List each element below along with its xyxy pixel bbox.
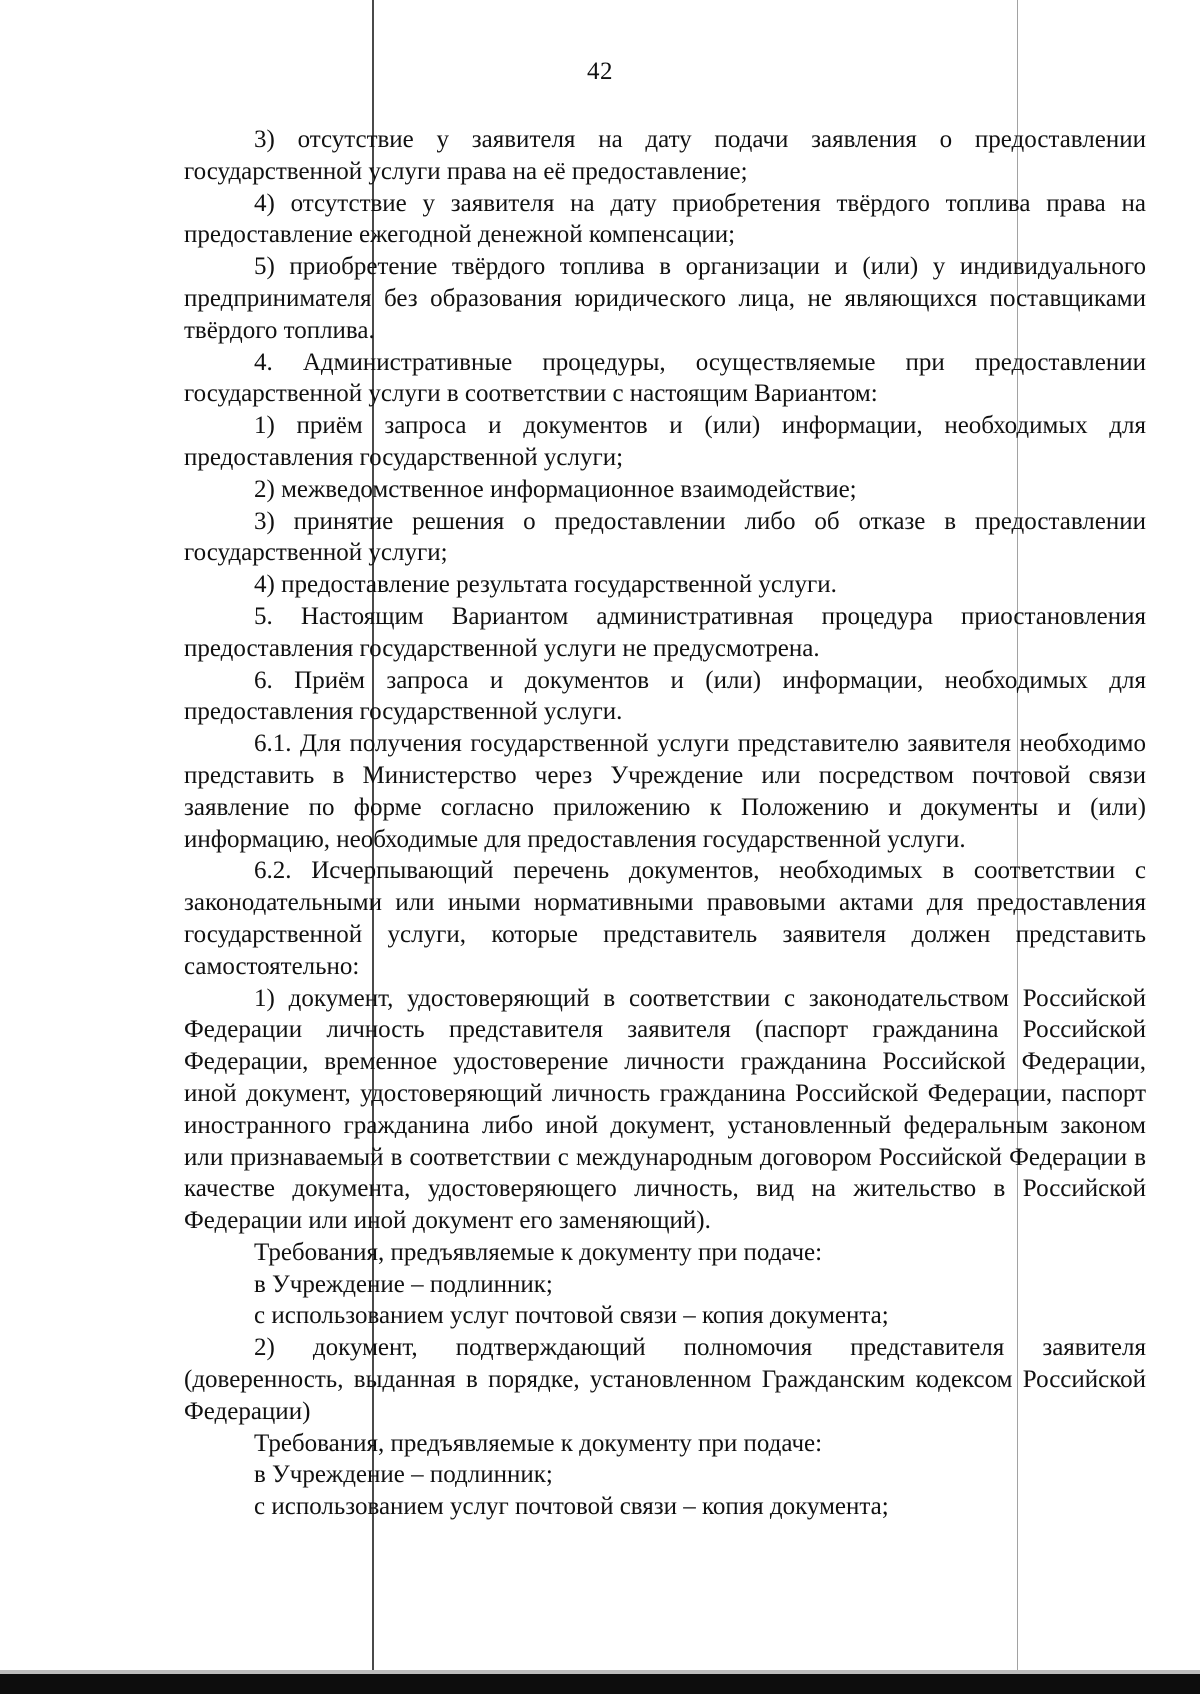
page-number: 42: [587, 58, 613, 85]
paragraph: 6.1. Для получения государственной услуги представителю заявителя необходимо представить в Министерство через Учреждение или посредством почтовой связи заявление по форме согласно приложению к Положению и документы и (или) информацию, необходимые для предоставления государственной услуги.: [184, 730, 1146, 853]
paragraph: 4) предоставление результата государственной услуги.: [254, 571, 837, 599]
document-body: [184, 124, 1146, 1523]
paragraph: с использованием услуг почтовой связи – копия документа;: [254, 1302, 889, 1330]
paragraph: 1) приём запроса и документов и (или) информации, необходимых для предоставления государственной услуги;: [184, 412, 1146, 471]
paragraph: в Учреждение – подлинник;: [254, 1270, 553, 1298]
paragraph: 5) приобретение твёрдого топлива в организации и (или) у индивидуального предпринимателя без образования юридического лица, не являющихся поставщиками твёрдого топлива.: [184, 253, 1146, 344]
paragraph: 6. Приём запроса и документов и (или) информации, необходимых для предоставления государственной услуги.: [184, 666, 1146, 726]
scan-bottom-edge: [0, 1674, 1200, 1694]
paragraph: 4. Административные процедуры, осуществляемые при предоставлении государственной услуги в соответствии с настоящим Вариантом:: [184, 348, 1146, 408]
paragraph: 3) отсутствие у заявителя на дату подачи заявления о предоставлении государственной услуги права на её предоставление;: [184, 126, 1146, 185]
paragraph: 5. Настоящим Вариантом административная процедура приостановления предоставления государственной услуги не предусмотрена.: [184, 602, 1146, 662]
paragraph: 6.2. Исчерпывающий перечень документов, необходимых в соответствии с законодательными или иными нормативными правовыми актами для предоставления государственной услуги, которые представитель заявителя должен представить самостоятельно:: [184, 857, 1146, 980]
paragraph: 4) отсутствие у заявителя на дату приобретения твёрдого топлива права на предоставление ежегодной денежной компенсации;: [184, 189, 1146, 249]
paragraph: 1) документ, удостоверяющий в соответствии с законодательством Российской Федерации личность представителя заявителя (паспорт гражданина Российской Федерации, временное удостоверение личности гражданина Российской Федерации, иной документ, удостоверяющий личность гражданина Российской Федерации, паспорт иностранного гражданина либо иной документ, установленный федеральным законом или признаваемый в соответствии с международным договором Российской Федерации в качестве документа, удостоверяющего личность, вид на жительство в Российской Федерации или иной документ его заменяющий).: [184, 984, 1146, 1235]
paragraph: Требования, предъявляемые к документу при подаче:: [254, 1429, 823, 1457]
paragraph: 2) межведомственное информационное взаимодействие;: [254, 475, 857, 503]
paragraph: в Учреждение – подлинник;: [254, 1461, 553, 1489]
paragraph: 2) документ, подтверждающий полномочия представителя заявителя (доверенность, выданная в порядке, установленном Гражданским кодексом Российской Федерации): [184, 1334, 1146, 1425]
paragraph: Требования, предъявляемые к документу при подаче:: [254, 1238, 823, 1266]
paragraph: с использованием услуг почтовой связи – копия документа;: [254, 1493, 889, 1521]
paragraph: 3) принятие решения о предоставлении либо об отказе в предоставлении государственной услуги;: [184, 507, 1146, 567]
